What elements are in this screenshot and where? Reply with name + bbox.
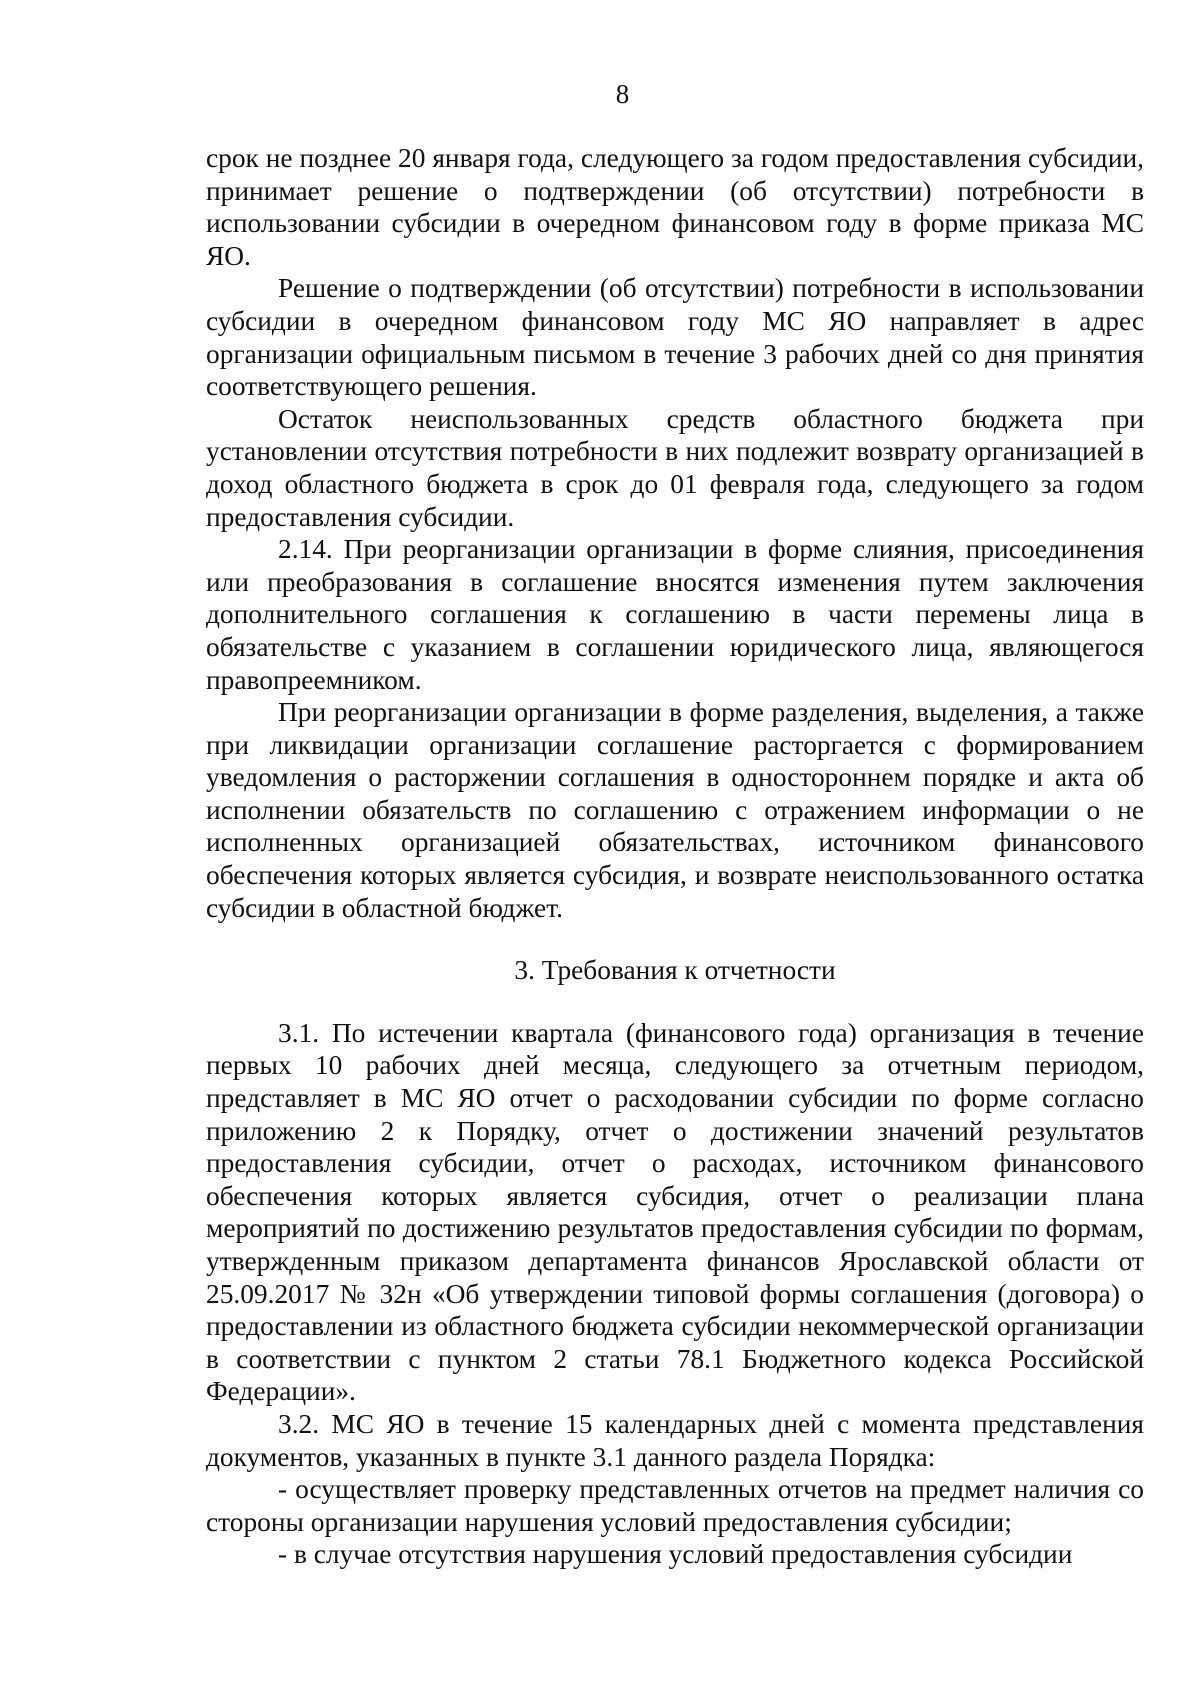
list-item: - осуществляет проверку представленных отчетов на предмет наличия со стороны организации нарушения условий предоставления субсидии; <box>206 1474 1144 1537</box>
paragraph-continuation: срок не позднее 20 января года, следующего за годом предоставления субсидии, принимает решение о подтверждении (об отсутствии) потребности в использовании субсидии в очередном финансовом году в форме приказа МС ЯО. <box>206 143 1144 271</box>
paragraph-clause-3-2: 3.2. МС ЯО в течение 15 календарных дней с момента представления документов, указанных в пункте 3.1 данного раздела Порядка: <box>206 1408 1144 1472</box>
paragraph-clause-3-1: 3.1. По истечении квартала (финансового года) организация в течение первых 10 рабочих дней месяца, следующего за отчетным периодом, представляет в МС ЯО отчет о расходовании субсидии по форме согласно приложению 2 к Порядку, отчет о достижении значений результатов предоставления субсидии, отчет о расходах, источником финансового обеспечения которых является субсидия, отчет о реализации плана мероприятий по достижению результатов предоставления субсидии по формам, утвержденным приказом департамента финансов Ярославской области от 25.09.2017 № 32н «Об утверждении типовой формы соглашения (договора) о предоставлении из областного бюджета субсидии некоммерческой организации в соответствии с пунктом 2 статьи 78.1 Бюджетного кодекса Российской Федерации». <box>206 1017 1144 1407</box>
list-item: - в случае отсутствия нарушения условий предоставления субсидии <box>278 1539 1073 1570</box>
page-number: 8 <box>615 79 630 109</box>
paragraph: При реорганизации организации в форме разделения, выделения, а также при ликвидации организации соглашение расторгается с формированием уведомления о расторжении соглашения в одностороннем порядке и акта об исполнении обязательств по соглашению с отражением информации о не исполненных организацией обязательствах, источником финансового обеспечения которых является субсидия, и возврате неиспользованного остатка субсидии в областной бюджет. <box>206 697 1144 923</box>
paragraph: Решение о подтверждении (об отсутствии) потребности в использовании субсидии в очередном финансовом году МС ЯО направляет в адрес организации официальным письмом в течение 3 рабочих дней со дня принятия соответствующего решения. <box>206 273 1144 402</box>
paragraph: Остаток неиспользованных средств областного бюджета при установлении отсутствия потребности в них подлежит возврату организацией в доход областного бюджета в срок до 01 февраля года, следующего за годом предоставления субсидии. <box>206 403 1144 532</box>
paragraph-clause-2-14: 2.14. При реорганизации организации в форме слияния, присоединения или преобразования в соглашение вносятся изменения путем заключения дополнительного соглашения к соглашению в части перемены лица в обязательстве с указанием в соглашении юридического лица, являющегося правопреемником. <box>206 534 1144 695</box>
document-body <box>206 142 1144 1571</box>
section-heading: 3. Требования к отчетности <box>514 955 836 986</box>
